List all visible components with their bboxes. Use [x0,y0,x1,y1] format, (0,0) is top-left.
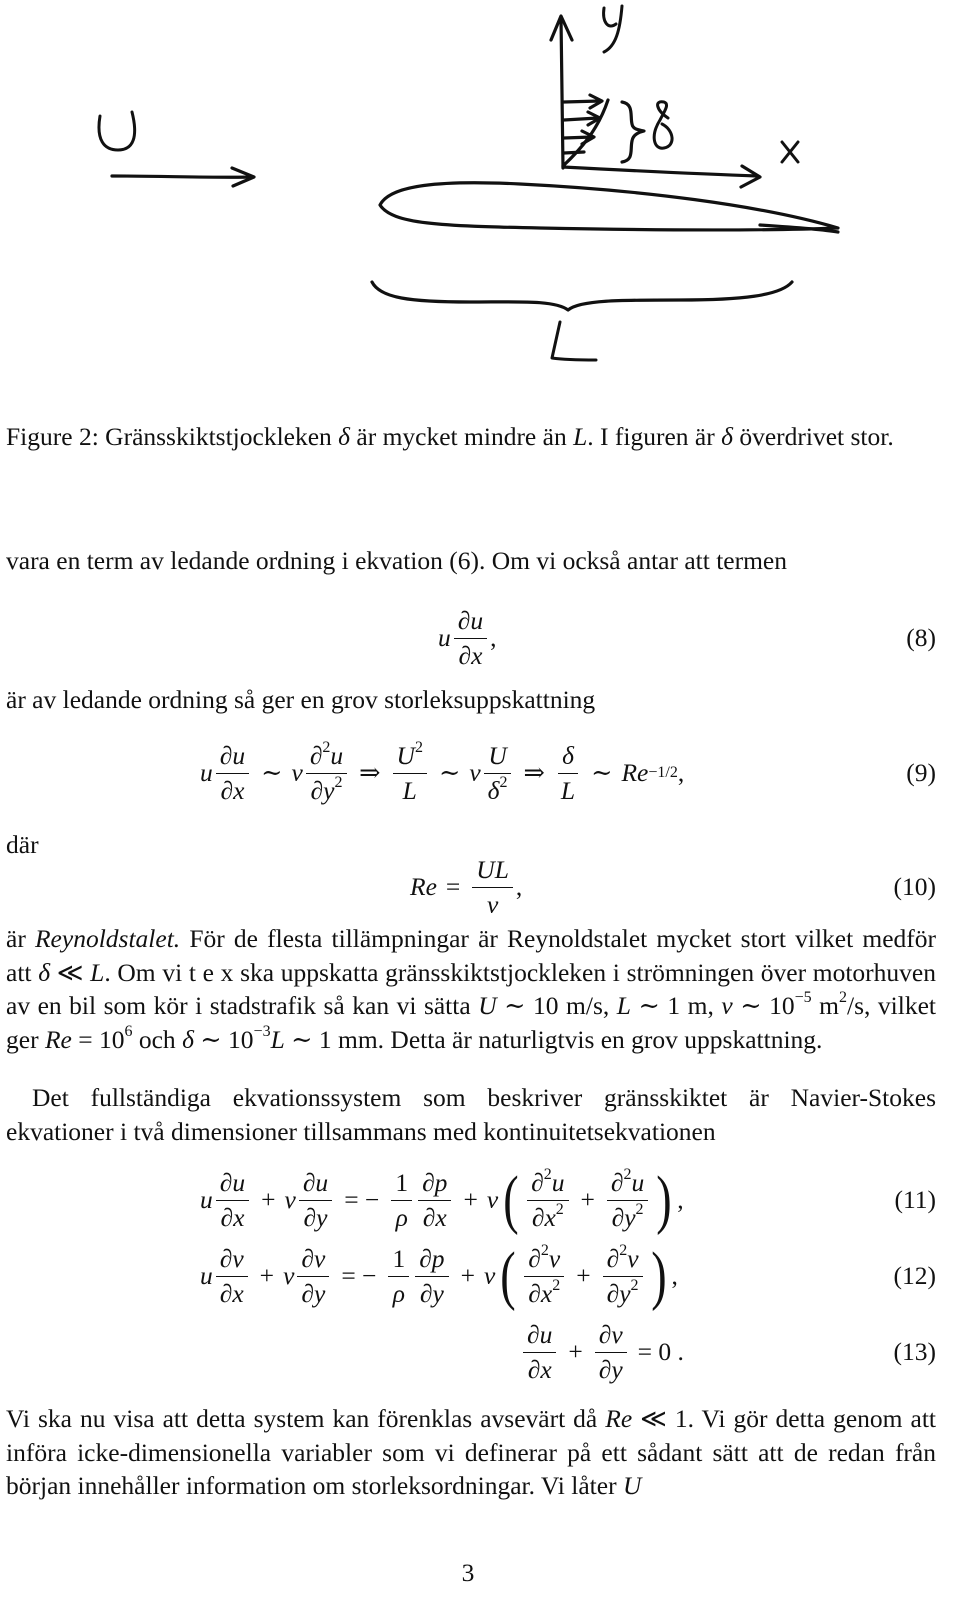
equation-13: $\frac{\partial u}{\partial x}$ + $\frac{\partial v}{\partial y}$ = 0 . (13) [0,1312,936,1392]
equation-number: (11) [894,1185,936,1214]
equation-number: (13) [893,1337,936,1366]
paragraph-1: vara en term av ledande ordning i ekvation (6). Om vi också antar att termen [6,546,787,575]
equation-number: (12) [893,1261,936,1290]
plate-outline [380,183,838,230]
length-brace [372,282,792,310]
equation-11: u $\frac{\partial u}{\partial x}$ + v $\frac{\partial u}{\partial y}$ = − $\frac{1}{\rho}$ $\frac{\partial p}{\partial x}$ + ν ( $\frac{\partial^2u}{\partial x^2}$ + $\frac{\partial^2u}{\partial y^2}$ ) , (11) [200,1163,936,1236]
word-where: där [6,830,39,859]
x-axis-arrow [563,167,758,176]
equation-10: Re = $\frac{UL}{\nu}$ , (10) [410,854,936,919]
label-L [552,322,596,360]
equation-number: (8) [906,623,936,652]
page-number: 3 [461,1558,475,1587]
free-stream-arrow [112,176,252,177]
label-delta [654,102,672,148]
paragraph-4: Det fullständiga ekvationssystem som beskriver gränsskiktet är Navier-Stokes ekvationer i två dimensioner tillsammans med kontinuitetsekvationen [6,1083,936,1146]
boundary-layer-sketch [0,0,900,400]
label-U [99,112,135,150]
paragraph-3: är Reynoldstalet. För de flesta tillämpningar är Reynoldstalet mycket stort vilket medför att δ ≪ L. Om vi t e x ska uppskatta gränsskiktstjockleken i strömningen över motorhuven av en bil som kör i stadstrafik så kan vi sätta U ∼ 10 m/s, L ∼ 1 m, ν ∼ $10^{-5}$ $m^2/s$, vilket ger $Re = 10^6$ och δ ∼ $10^{-3}L$ ∼ 1 mm. Detta är naturligtvis en grov uppskattning. [6,924,937,1054]
sketch-label-text: U [0,0,1,1]
paragraph-5: Vi ska nu visa att detta system kan förenklas avsevärt då Re ≪ 1. Vi gör detta genom att införa icke-dimensionella variabler som vi definerar på ett sådant sätt att de redan från början innehåller information om storleksordningar. Vi låter U [6,1404,936,1500]
paragraph-2: är av ledande ordning så ger en grov storleksuppskattning [6,685,596,714]
delta-brace [622,102,644,162]
equation-12: u $\frac{\partial v}{\partial x}$ + v $\frac{\partial v}{\partial y}$ = − $\frac{1}{\rho}$ $\frac{\partial p}{\partial y}$ + ν ( $\frac{\partial^2v}{\partial x^2}$ + $\frac{\partial^2v}{\partial y^2}$ ) , (12) [200,1239,936,1312]
equation-9: u $\frac{\partial u}{\partial x}$ ∼ ν $\frac{\partial^2u}{\partial y^2}$ ⇒ $\frac{U^2}{L}$ ∼ ν $\frac{U}{\delta^2}$ ⇒ $\frac{\delta}{L}$ ∼ Re −1/2 , (9) [200,738,936,805]
label-x [782,142,798,162]
y-axis-arrow [561,18,563,168]
equation-number: (9) [906,758,936,787]
equation-8: u $\frac{\partial u}{\partial x}$ , (8) [438,605,936,670]
equation-number: (10) [893,872,936,901]
label-y [604,6,622,52]
figure-caption: Figure 2: Gränsskiktstjockleken δ är mycket mindre än L. I figuren är δ överdrivet stor. [6,422,894,451]
